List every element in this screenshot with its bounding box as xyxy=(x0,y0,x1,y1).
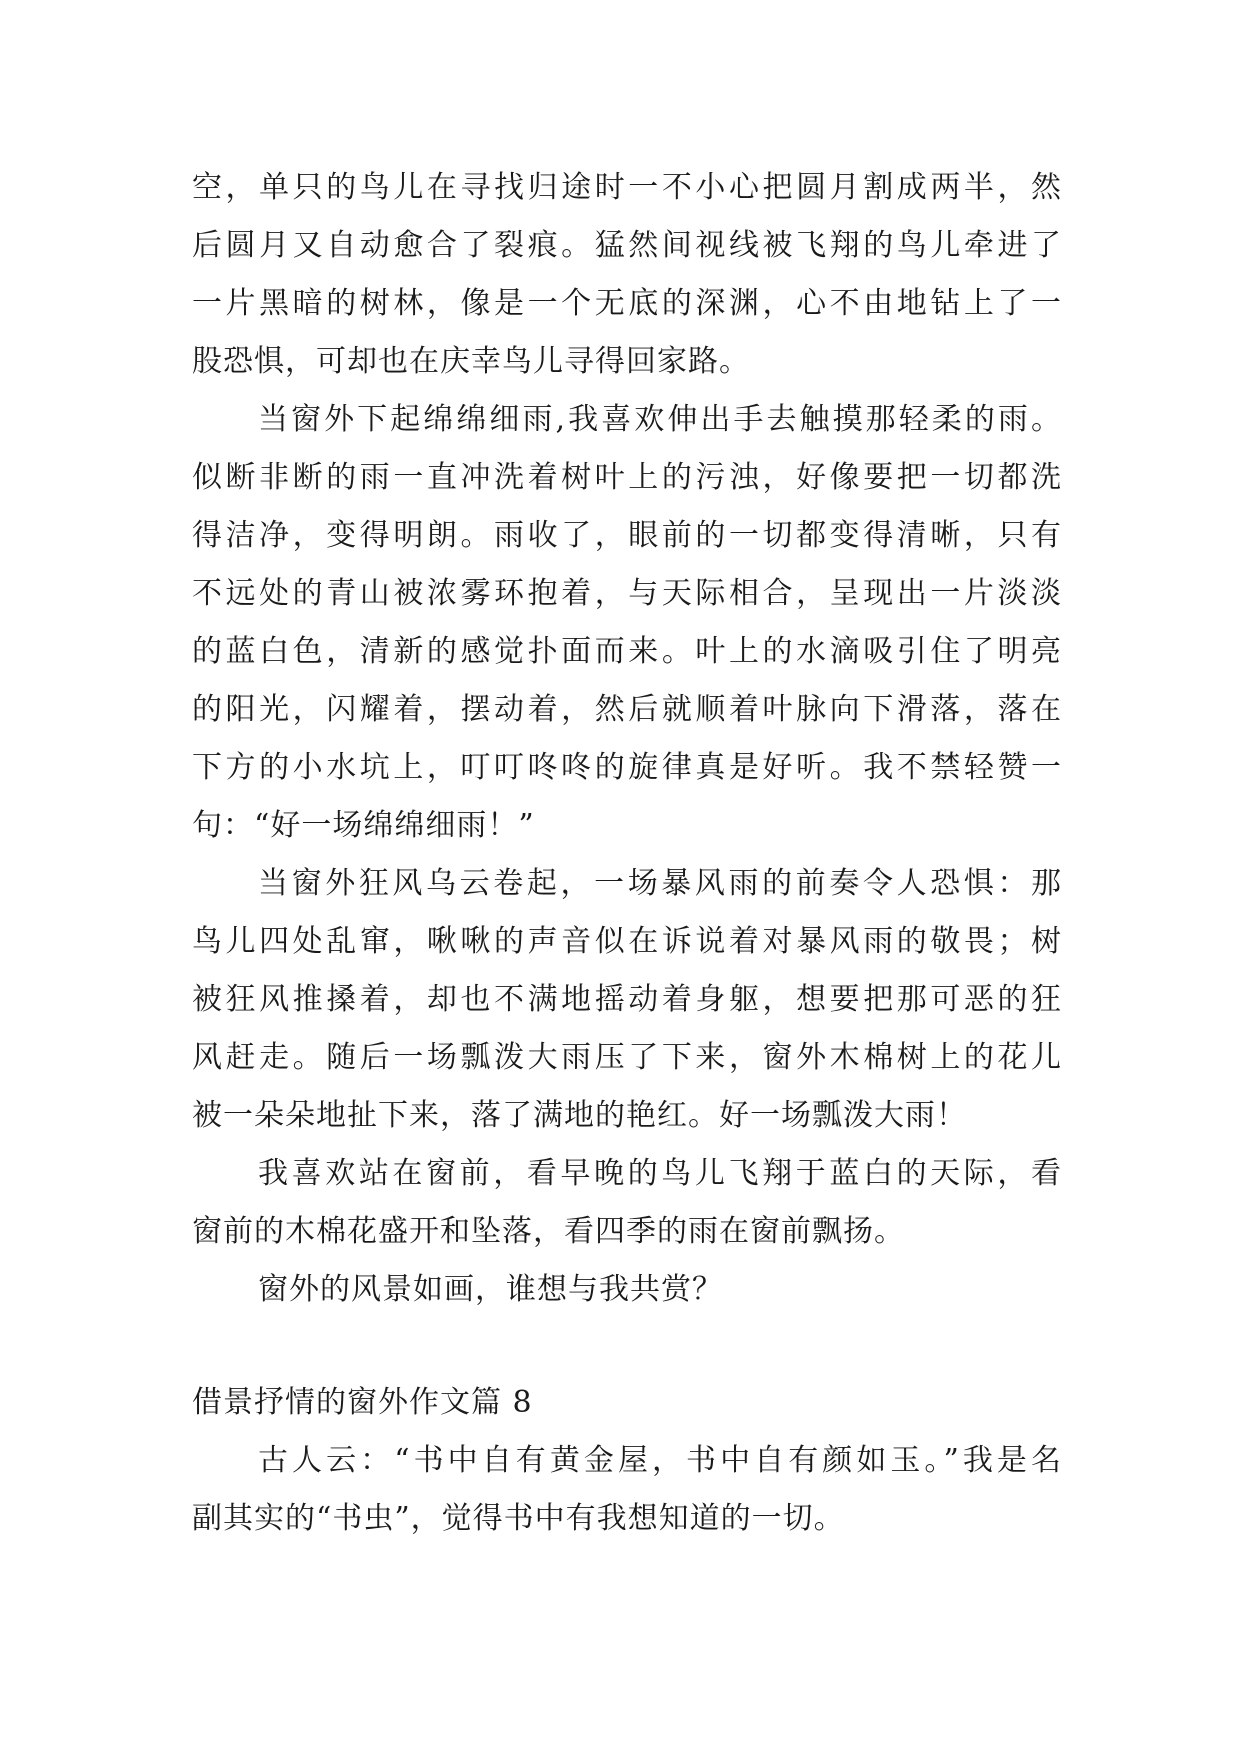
paragraph-line: 后圆月又自动愈合了裂痕。猛然间视线被飞翔的鸟儿牵进了 xyxy=(192,228,1062,263)
paragraph-line: 窗外的风景如画，谁想与我共赏？ xyxy=(258,1272,723,1307)
paragraph-line: 副其实的“书虫”，觉得书中有我想知道的一切。 xyxy=(192,1501,845,1536)
paragraph-line: 的蓝白色，清新的感觉扑面而来。叶上的水滴吸引住了明亮 xyxy=(192,634,1062,669)
paragraph-line: 一片黑暗的树林，像是一个无底的深渊，心不由地钻上了一 xyxy=(192,286,1062,321)
paragraph-line: 风赶走。随后一场瓢泼大雨压了下来，窗外木棉树上的花儿 xyxy=(192,1040,1062,1075)
paragraph-line: 我喜欢站在窗前，看早晚的鸟儿飞翔于蓝白的天际，看 xyxy=(258,1156,1062,1191)
paragraph-line: 当窗外下起绵绵细雨,我喜欢伸出手去触摸那轻柔的雨。 xyxy=(258,402,1062,437)
paragraph-line: 似断非断的雨一直冲洗着树叶上的污浊，好像要把一切都洗 xyxy=(192,460,1062,495)
paragraph-line: 句：“好一场绵绵细雨！” xyxy=(192,808,535,843)
paragraph-line: 窗前的木棉花盛开和坠落，看四季的雨在窗前飘扬。 xyxy=(192,1214,905,1249)
paragraph-line: 空，单只的鸟儿在寻找归途时一不小心把圆月割成两半，然 xyxy=(192,170,1062,205)
paragraph-line: 被狂风推搡着，却也不满地摇动着身躯，想要把那可恶的狂 xyxy=(192,982,1062,1017)
paragraph-line: 古人云：“书中自有黄金屋，书中自有颜如玉。”我是名 xyxy=(258,1443,1062,1478)
paragraph-line: 得洁净，变得明朗。雨收了，眼前的一切都变得清晰，只有 xyxy=(192,518,1062,553)
paragraph-line: 鸟儿四处乱窜，啾啾的声音似在诉说着对暴风雨的敬畏；树 xyxy=(192,924,1062,959)
paragraph-line: 被一朵朵地扯下来，落了满地的艳红。好一场瓢泼大雨！ xyxy=(192,1098,967,1133)
paragraph-line: 的阳光，闪耀着，摆动着，然后就顺着叶脉向下滑落，落在 xyxy=(192,692,1062,727)
section-heading: 借景抒情的窗外作文篇 8 xyxy=(192,1385,533,1420)
paragraph-line: 下方的小水坑上，叮叮咚咚的旋律真是好听。我不禁轻赞一 xyxy=(192,750,1062,785)
paragraph-line: 股恐惧，可却也在庆幸鸟儿寻得回家路。 xyxy=(192,344,750,379)
paragraph-line: 当窗外狂风乌云卷起，一场暴风雨的前奏令人恐惧：那 xyxy=(258,866,1062,901)
paragraph-line: 不远处的青山被浓雾环抱着，与天际相合，呈现出一片淡淡 xyxy=(192,576,1062,611)
